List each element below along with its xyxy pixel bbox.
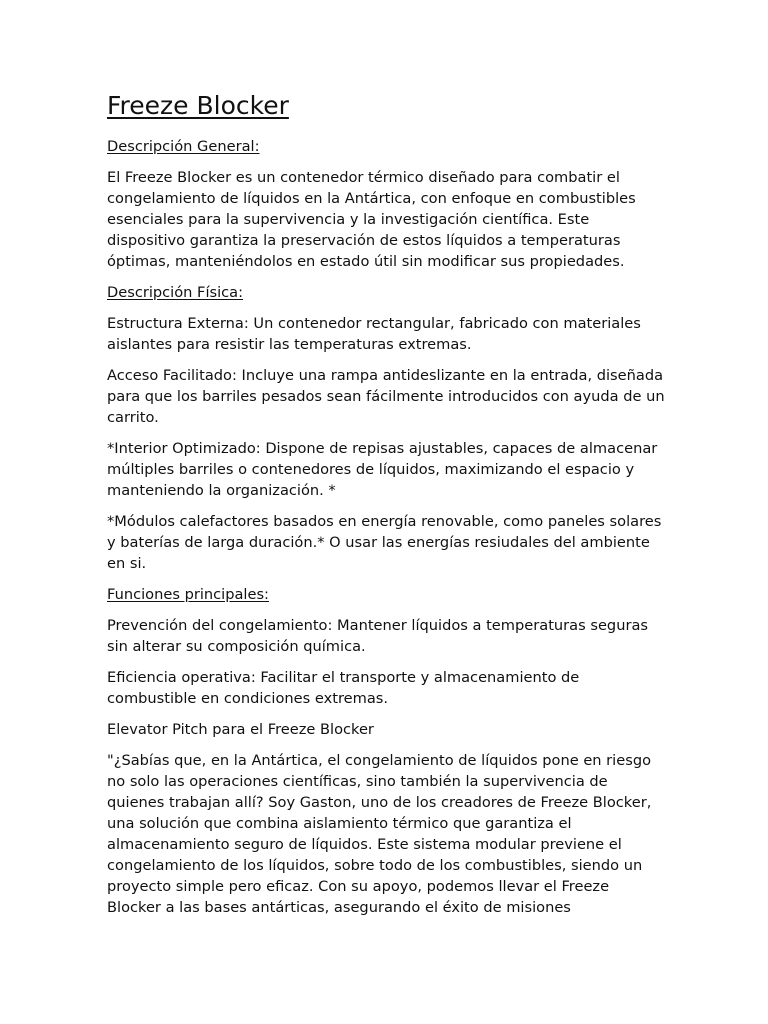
general-description-paragraph: El Freeze Blocker es un contenedor térmico diseñado para combatir el congelamiento de líquidos en la Antártica, con enfoque en combustibles esenciales para la supervivencia y la investigación científica. Este dispositivo garantiza la preservación de estos líquidos a temperaturas óptimas, manteniéndolos en estado útil sin modificar sus propiedades.	[107, 169, 636, 270]
physical-item-optimized-interior: *Interior Optimizado: Dispone de repisas ajustables, capaces de almacenar múltiples barriles o contenedores de líquidos, maximizando el espacio y manteniendo la organización. *	[107, 440, 658, 499]
function-item-freeze-prevention: Prevención del congelamiento: Mantener líquidos a temperaturas seguras sin alterar su composición química.	[107, 617, 648, 655]
physical-item-external-structure: Estructura Externa: Un contenedor rectangular, fabricado con materiales aislantes para resistir las temperaturas extremas.	[107, 315, 641, 353]
document-page	[107, 88, 667, 928]
function-item-operational-efficiency: Eficiencia operativa: Facilitar el transporte y almacenamiento de combustible en condiciones extremas.	[107, 669, 580, 707]
heading-physical-description: Descripción Física:	[107, 284, 244, 301]
elevator-pitch-paragraph: "¿Sabías que, en la Antártica, el congelamiento de líquidos pone en riesgo no solo las operaciones científicas, sino también la supervivencia de quienes trabajan allí? Soy Gaston, uno de los creadores de Freeze Blocker, una solución que combina aislamiento térmico que garantiza el almacenamiento seguro de líquidos. Este sistema modular previene el congelamiento de los líquidos, sobre todo de los combustibles, siendo un proyecto simple pero eficaz. Con su apoyo, podemos llevar el Freeze Blocker a las bases antárticas, asegurando el éxito de misiones	[107, 752, 652, 916]
document-title: Freeze Blocker	[107, 91, 289, 120]
heading-main-functions: Funciones principales:	[107, 586, 269, 603]
physical-item-heating-modules: *Módulos calefactores basados en energía renovable, como paneles solares y baterías de larga duración.* O usar las energías resiudales del ambiente en si.	[107, 513, 662, 572]
elevator-pitch-heading: Elevator Pitch para el Freeze Blocker	[107, 721, 374, 738]
heading-general-description: Descripción General:	[107, 138, 260, 155]
physical-item-easy-access: Acceso Facilitado: Incluye una rampa antideslizante en la entrada, diseñada para que los barriles pesados sean fácilmente introducidos con ayuda de un carrito.	[107, 367, 665, 426]
